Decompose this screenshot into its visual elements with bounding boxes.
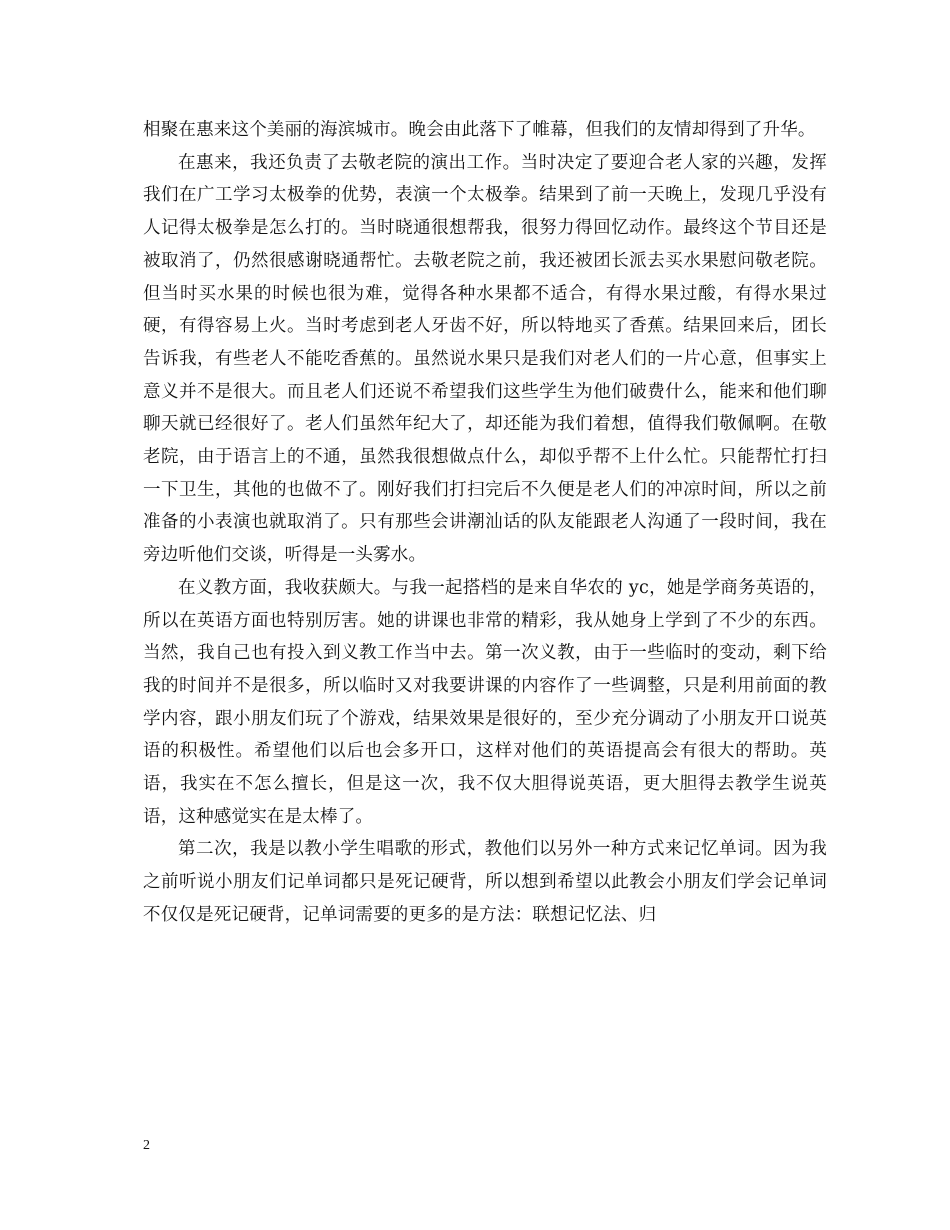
paragraph-3: 在义教方面，我收获颇大。与我一起搭档的是来自华农的 yc，她是学商务英语的，所以在英语方面也特别厉害。她的讲课也非常的精彩，我从她身上学到了不少的东西。当然，我自己也有投入到义教工作当中去。第一次义教，由于一些临时的变动，剩下给我的时间并不是很多，所以临时又对我要讲课的内容作了一些调整，只是利用前面的教学内容，跟小朋友们玩了个游戏，结果效果是很好的，至少充分调动了小朋友开口说英语的积极性。希望他们以后也会多开口，这样对他们的英语提高会有很大的帮助。英语，我实在不怎么擅长，但是这一次，我不仅大胆得说英语，更大胆得去教学生说英语，这种感觉实在是太棒了。 bbox=[143, 577, 827, 827]
page-number: 2 bbox=[143, 1138, 150, 1153]
paragraph-2: 在惠来，我还负责了去敬老院的演出工作。当时决定了要迎合老人家的兴趣，发挥我们在广工学习太极拳的优势，表演一个太极拳。结果到了前一天晚上，发现几乎没有人记得太极拳是怎么打的。当时晓通很想帮我，很努力得回忆动作。最终这个节目还是被取消了，仍然很感谢晓通帮忙。去敬老院之前，我还被团长派去买水果慰问敬老院。但当时买水果的时候也很为难，觉得各种水果都不适合，有得水果过酸，有得水果过硬，有得容易上火。当时考虑到老人牙齿不好，所以特地买了香蕉。结果回来后，团长告诉我，有些老人不能吃香蕉的。虽然说水果只是我们对老人们的一片心意，但事实上意义并不是很大。而且老人们还说不希望我们这些学生为他们破费什么，能来和他们聊聊天就已经很好了。老人们虽然年纪大了，却还能为我们着想，值得我们敬佩啊。在敬老院，由于语言上的不通，虽然我很想做点什么，却似乎帮不上什么忙。只能帮忙打扫一下卫生，其他的也做不了。刚好我们打扫完后不久便是老人们的冲凉时间，所以之前准备的小表演也就取消了。只有那些会讲潮汕话的队友能跟老人沟通了一段时间，我在旁边听他们交谈，听得是一头雾水。 bbox=[143, 152, 827, 566]
paragraph-1: 相聚在惠来这个美丽的海滨城市。晚会由此落下了帷幕，但我们的友情却得到了升华。 bbox=[143, 120, 816, 140]
document-body bbox=[143, 114, 827, 932]
paragraph-4: 第二次，我是以教小学生唱歌的形式，教他们以另外一种方式来记忆单词。因为我之前听说小朋友们记单词都只是死记硬背，所以想到希望以此教会小朋友们学会记单词不仅仅是死记硬背，记单词需要的更多的是方法：联想记忆法、归 bbox=[143, 839, 827, 925]
